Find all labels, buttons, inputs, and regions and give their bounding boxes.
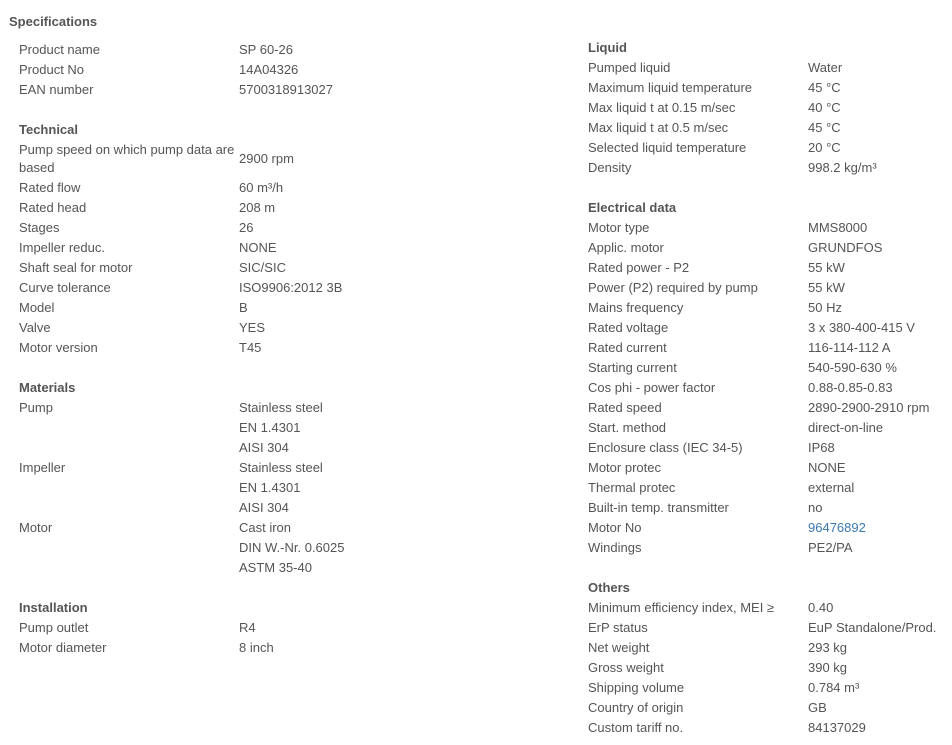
spec-label: Starting current bbox=[588, 360, 677, 375]
spec-row-rated-flow bbox=[19, 178, 559, 198]
spec-value: 20 °C bbox=[808, 140, 841, 155]
spec-label: Selected liquid temperature bbox=[588, 140, 747, 155]
spec-row-selected-liquid-temp bbox=[588, 138, 948, 158]
spec-label: Shipping volume bbox=[588, 680, 685, 695]
spec-value: SP 60-26 bbox=[239, 42, 293, 57]
spec-value: EN 1.4301 bbox=[239, 480, 301, 495]
spec-label: Motor No bbox=[588, 520, 642, 535]
spec-value: external bbox=[808, 480, 855, 495]
spec-row-pump-material bbox=[19, 398, 559, 458]
spec-row-product-name bbox=[19, 40, 559, 60]
spec-value: 60 m³/h bbox=[239, 180, 284, 195]
spec-value: Stainless steel bbox=[239, 400, 323, 415]
spec-value-group bbox=[239, 398, 323, 458]
spec-row-windings bbox=[588, 538, 948, 558]
spec-value: 5700318913027 bbox=[239, 82, 333, 97]
spec-row-max-liquid-temp bbox=[588, 78, 948, 98]
spec-label: Curve tolerance bbox=[19, 280, 111, 295]
spec-label: Cos phi - power factor bbox=[588, 380, 716, 395]
spec-value: Stainless steel bbox=[239, 460, 323, 475]
spec-label: Motor bbox=[19, 520, 53, 535]
spec-value: ISO9906:2012 3B bbox=[239, 280, 343, 295]
spec-row-erp-status bbox=[588, 618, 948, 638]
page-title: Specifications bbox=[9, 14, 98, 29]
spec-label: Max liquid t at 0.15 m/sec bbox=[588, 100, 736, 115]
spec-row-mei bbox=[588, 598, 948, 618]
spec-value: 0.40 bbox=[808, 600, 834, 615]
spec-row-motor-version bbox=[19, 338, 559, 358]
spec-value: 55 kW bbox=[808, 260, 845, 275]
spec-label: Mains frequency bbox=[588, 300, 684, 315]
spec-value: no bbox=[808, 500, 823, 515]
spec-value: 8 inch bbox=[239, 640, 274, 655]
spec-value: Water bbox=[808, 60, 843, 75]
spec-row-rated-current bbox=[588, 338, 948, 358]
spec-value: MMS8000 bbox=[808, 220, 868, 235]
spec-value-group bbox=[239, 458, 323, 518]
spec-label: Windings bbox=[588, 540, 642, 555]
spec-value: 293 kg bbox=[808, 640, 848, 655]
spec-value: 50 Hz bbox=[808, 300, 842, 315]
spec-row-thermal-protec bbox=[588, 478, 948, 498]
spec-label: Net weight bbox=[588, 640, 650, 655]
spec-row-shaft-seal bbox=[19, 258, 559, 278]
spec-label: Pump speed on which pump data are based bbox=[19, 142, 235, 175]
spec-row-shipping-volume bbox=[588, 678, 948, 698]
section-title-installation: Installation bbox=[19, 600, 88, 615]
spec-value: 0.88-0.85-0.83 bbox=[808, 380, 893, 395]
spec-label: Stages bbox=[19, 220, 60, 235]
spec-label: Start. method bbox=[588, 420, 667, 435]
spec-value: 3 x 380-400-415 V bbox=[808, 320, 915, 335]
spec-label: Gross weight bbox=[588, 660, 664, 675]
spec-label: Power (P2) required by pump bbox=[588, 280, 758, 295]
spec-value: 116-114-112 A bbox=[808, 340, 891, 355]
spec-value: 208 m bbox=[239, 200, 276, 215]
spec-label: Motor protec bbox=[588, 460, 661, 475]
spec-row-motor-diameter bbox=[19, 638, 559, 658]
section-title-materials: Materials bbox=[19, 380, 76, 395]
spec-label: Rated flow bbox=[19, 180, 81, 195]
spec-value: 540-590-630 % bbox=[808, 360, 897, 375]
spec-row-pump-speed bbox=[19, 140, 559, 178]
spec-value: YES bbox=[239, 320, 266, 335]
spec-label: Pump outlet bbox=[19, 620, 89, 635]
spec-label: Product name bbox=[19, 42, 100, 57]
spec-label: Pumped liquid bbox=[588, 60, 671, 75]
spec-value: NONE bbox=[239, 240, 277, 255]
spec-label: Density bbox=[588, 160, 632, 175]
spec-value: B bbox=[239, 300, 248, 315]
spec-row-density bbox=[588, 158, 948, 178]
spec-row-motor-no bbox=[588, 518, 948, 538]
spec-label: Enclosure class (IEC 34-5) bbox=[588, 440, 743, 455]
spec-value: DIN W.-Nr. 0.6025 bbox=[239, 540, 345, 555]
spec-value: Cast iron bbox=[239, 520, 292, 535]
spec-row-motor-protec bbox=[588, 458, 948, 478]
spec-label: Applic. motor bbox=[588, 240, 664, 255]
spec-row-impeller-reduc bbox=[19, 238, 559, 258]
spec-row-model bbox=[19, 298, 559, 318]
spec-label: Custom tariff no. bbox=[588, 720, 684, 735]
spec-value: 2890-2900-2910 rpm bbox=[808, 400, 930, 415]
right-spec-column bbox=[588, 38, 948, 738]
spec-value-group bbox=[239, 518, 344, 578]
spec-label: Impeller reduc. bbox=[19, 240, 105, 255]
spec-row-enclosure-class bbox=[588, 438, 948, 458]
spec-label: Motor diameter bbox=[19, 640, 107, 655]
spec-row-rated-speed bbox=[588, 398, 948, 418]
spec-value: 0.784 m³ bbox=[808, 680, 860, 695]
spec-row-power-required bbox=[588, 278, 948, 298]
spec-row-starting-current bbox=[588, 358, 948, 378]
spec-label: Maximum liquid temperature bbox=[588, 80, 753, 95]
spec-value: 26 bbox=[239, 220, 254, 235]
spec-row-rated-voltage bbox=[588, 318, 948, 338]
spec-value: PE2/PA bbox=[808, 540, 853, 555]
spec-label: Rated current bbox=[588, 340, 667, 355]
spec-row-start-method bbox=[588, 418, 948, 438]
spec-row-country-of-origin bbox=[588, 698, 948, 718]
spec-value: 14A04326 bbox=[239, 62, 299, 77]
spec-label: Rated head bbox=[19, 200, 87, 215]
spec-row-net-weight bbox=[588, 638, 948, 658]
spec-label: Shaft seal for motor bbox=[19, 260, 133, 275]
spec-value: IP68 bbox=[808, 440, 835, 455]
spec-label: Country of origin bbox=[588, 700, 684, 715]
spec-value: ASTM 35-40 bbox=[239, 560, 312, 575]
spec-value: 2900 rpm bbox=[239, 151, 294, 166]
spec-label: ErP status bbox=[588, 620, 648, 635]
section-title-others: Others bbox=[588, 580, 630, 595]
spec-label: Rated voltage bbox=[588, 320, 669, 335]
spec-label: Rated power - P2 bbox=[588, 260, 690, 275]
spec-row-gross-weight bbox=[588, 658, 948, 678]
spec-label: Thermal protec bbox=[588, 480, 676, 495]
spec-label: Valve bbox=[19, 320, 51, 335]
section-title-liquid: Liquid bbox=[588, 40, 627, 55]
spec-row-custom-tariff bbox=[588, 718, 948, 738]
spec-row-max-liquid-t-05 bbox=[588, 118, 948, 138]
spec-value: GB bbox=[808, 700, 827, 715]
spec-value: EuP Standalone/Prod. bbox=[808, 620, 937, 635]
spec-label: Pump bbox=[19, 400, 53, 415]
section-title-electrical: Electrical data bbox=[588, 200, 677, 215]
spec-label: EAN number bbox=[19, 82, 94, 97]
spec-value: AISI 304 bbox=[239, 500, 289, 515]
spec-value: 55 kW bbox=[808, 280, 845, 295]
spec-row-motor-type bbox=[588, 218, 948, 238]
spec-row-cos-phi bbox=[588, 378, 948, 398]
spec-row-valve bbox=[19, 318, 559, 338]
spec-value: 45 °C bbox=[808, 80, 841, 95]
spec-label: Rated speed bbox=[588, 400, 662, 415]
spec-row-stages bbox=[19, 218, 559, 238]
spec-row-applic-motor bbox=[588, 238, 948, 258]
spec-row-pumped-liquid bbox=[588, 58, 948, 78]
spec-row-impeller-material bbox=[19, 458, 559, 518]
spec-value: R4 bbox=[239, 620, 256, 635]
spec-value: 390 kg bbox=[808, 660, 848, 675]
spec-row-curve-tolerance bbox=[19, 278, 559, 298]
spec-value: SIC/SIC bbox=[239, 260, 286, 275]
spec-row-ean-number bbox=[19, 80, 559, 100]
spec-value: 84137029 bbox=[808, 720, 866, 735]
spec-row-mains-frequency bbox=[588, 298, 948, 318]
spec-value: T45 bbox=[239, 340, 262, 355]
spec-value: AISI 304 bbox=[239, 440, 289, 455]
section-title-technical: Technical bbox=[19, 122, 79, 137]
spec-row-max-liquid-t-015 bbox=[588, 98, 948, 118]
spec-label: Minimum efficiency index, MEI ≥ bbox=[588, 600, 775, 615]
spec-label: Built-in temp. transmitter bbox=[588, 500, 729, 515]
spec-row-pump-outlet bbox=[19, 618, 559, 638]
spec-label: Impeller bbox=[19, 460, 66, 475]
spec-row-temp-transmitter bbox=[588, 498, 948, 518]
spec-value: NONE bbox=[808, 460, 846, 475]
spec-value: GRUNDFOS bbox=[808, 240, 883, 255]
spec-row-rated-head bbox=[19, 198, 559, 218]
spec-value: 40 °C bbox=[808, 100, 841, 115]
spec-row-motor-material bbox=[19, 518, 559, 578]
left-spec-column bbox=[19, 40, 559, 658]
spec-value: 998.2 kg/m³ bbox=[808, 160, 877, 175]
spec-label: Model bbox=[19, 300, 55, 315]
spec-label: Motor version bbox=[19, 340, 98, 355]
spec-row-product-no bbox=[19, 60, 559, 80]
motor-no-link[interactable]: 96476892 bbox=[808, 520, 866, 535]
spec-label: Motor type bbox=[588, 220, 650, 235]
spec-label: Max liquid t at 0.5 m/sec bbox=[588, 120, 729, 135]
spec-value: EN 1.4301 bbox=[239, 420, 301, 435]
spec-row-rated-power bbox=[588, 258, 948, 278]
spec-value: 45 °C bbox=[808, 120, 841, 135]
spec-label: Product No bbox=[19, 62, 85, 77]
spec-value: direct-on-line bbox=[808, 420, 884, 435]
